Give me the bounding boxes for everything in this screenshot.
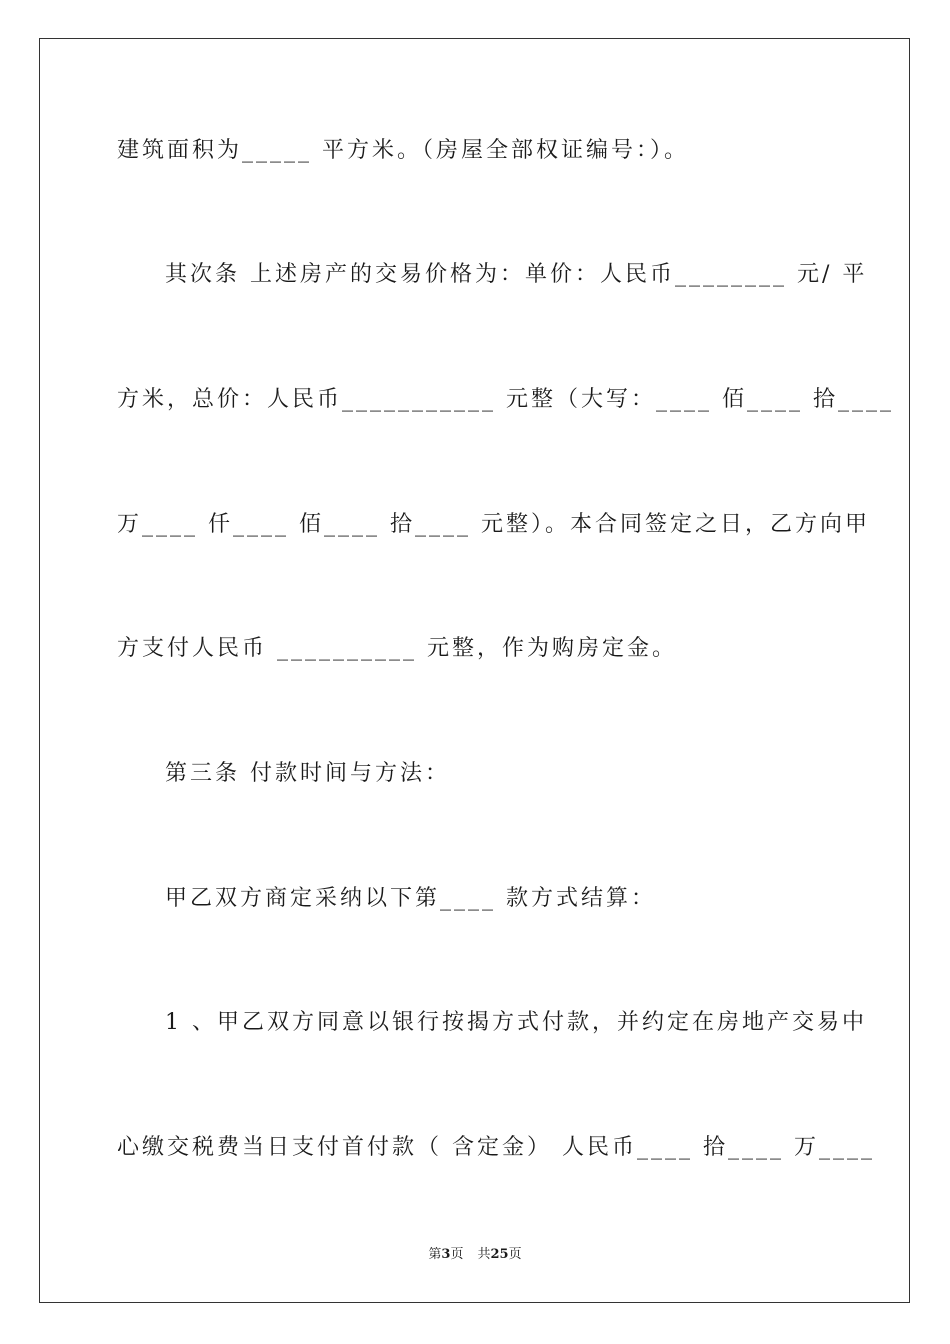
footer-total-suffix: 页 [508,1247,522,1262]
text-line-5: 方支付人民币 __________ 元整，作为购房定金。 [117,636,677,661]
footer-page-suffix: 页 [450,1247,464,1262]
footer-page-total: 25 [490,1247,509,1262]
text-line-6: 第三条 付款时间与方法： [165,761,450,786]
text-line-1: 建筑面积为_____ 平方米。（房屋全部权证编号：）。 [117,138,689,163]
text-line-4: 万____ 仟____ 佰____ 拾____ 元整）。本合同签定之日，乙方向甲 [117,512,870,537]
footer-page-prefix: 第 [428,1247,442,1262]
text-line-2: 其次条 上述房产的交易价格为：单价：人民币________ 元/ 平 [165,262,868,287]
page-footer [0,1246,950,1264]
footer-total-prefix: 共 [477,1247,491,1262]
text-line-3: 方米，总价：人民币___________ 元整（大写：____ 佰____ 拾____ [117,387,894,412]
text-line-8: 1 、甲乙双方同意以银行按揭方式付款，并约定在房地产交易中 [165,1010,867,1035]
footer-page-current: 3 [441,1247,451,1262]
page-border [39,38,910,1303]
text-line-7: 甲乙双方商定采纳以下第____ 款方式结算： [165,886,656,911]
text-line-9: 心缴交税费当日支付首付款（ 含定金） 人民币____ 拾____ 万____ [117,1135,875,1160]
